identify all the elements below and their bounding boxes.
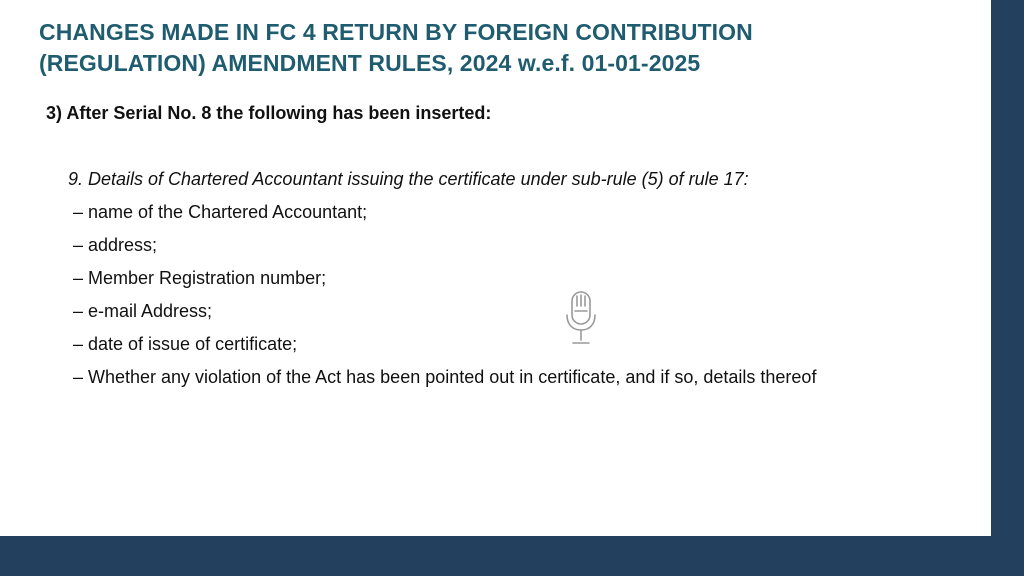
dash-marker: –	[73, 202, 84, 222]
list-item	[73, 200, 816, 233]
title-line-2: (REGULATION) AMENDMENT RULES, 2024 w.e.f. 01-01-2025	[39, 50, 701, 76]
list-item-text: Member Registration number;	[88, 268, 327, 288]
slide-title	[39, 17, 979, 79]
dash-marker: –	[73, 235, 84, 255]
dash-marker: –	[73, 367, 84, 387]
list-item	[73, 266, 816, 299]
title-line-1: CHANGES MADE IN FC 4 RETURN BY FOREIGN CONTRIBUTION	[39, 19, 753, 45]
detail-heading: 9. Details of Chartered Accountant issuing the certificate under sub-rule (5) of rule 17:	[68, 169, 749, 189]
list-item	[73, 233, 816, 266]
right-accent-bar	[991, 0, 1024, 576]
dash-marker: –	[73, 301, 84, 321]
list-item-text: Whether any violation of the Act has been pointed out in certificate, and if so, details thereof	[88, 367, 817, 387]
list-item-text: e-mail Address;	[88, 301, 213, 321]
list-item	[73, 332, 816, 365]
list-item-text: date of issue of certificate;	[88, 334, 298, 354]
detail-list	[73, 200, 816, 398]
microphone-icon[interactable]	[563, 290, 599, 346]
dash-marker: –	[73, 334, 84, 354]
list-item	[73, 299, 816, 332]
section-subheading: 3) After Serial No. 8 the following has been inserted:	[46, 103, 492, 123]
list-item-text: address;	[88, 235, 158, 255]
list-item-text: name of the Chartered Accountant;	[88, 202, 368, 222]
dash-marker: –	[73, 268, 84, 288]
bottom-accent-bar	[0, 536, 1024, 576]
list-item	[73, 365, 816, 398]
